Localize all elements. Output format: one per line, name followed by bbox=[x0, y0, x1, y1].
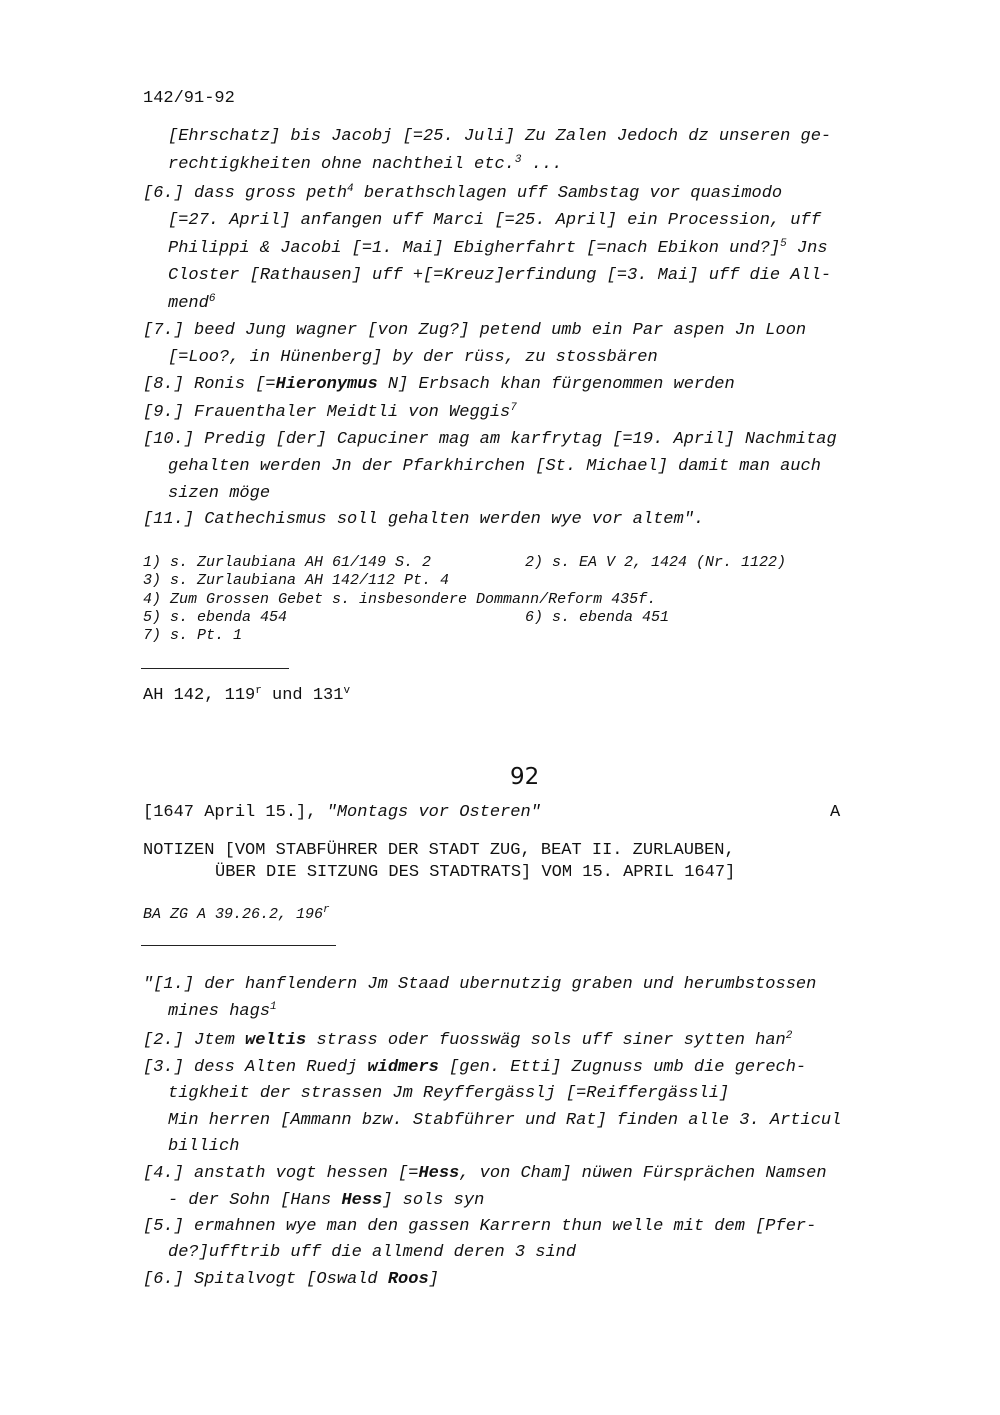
person-name: weltis bbox=[245, 1031, 307, 1050]
footnote: 6) s. ebenda 451 bbox=[525, 609, 670, 626]
text-line: [4.] anstath vogt hessen [=Hess, von Cham] nüwen Fürsprächen Namsen bbox=[143, 1164, 827, 1183]
text-line: gehalten werden Jn der Pfarkhirchen [St. Michael] damit man auch bbox=[168, 457, 821, 476]
footnote-ref: 2 bbox=[785, 1030, 793, 1042]
person-name: Roos bbox=[387, 1270, 429, 1289]
separator-rule bbox=[141, 668, 289, 669]
footnote-ref: 7 bbox=[510, 402, 517, 414]
document-number: 92 bbox=[510, 764, 540, 790]
footnote: 4) Zum Grossen Gebet s. insbesondere Dommann/Reform 435f. bbox=[143, 591, 657, 608]
footnote: 3) s. Zurlaubiana AH 142/112 Pt. 4 bbox=[143, 572, 450, 589]
text-line: [3.] dess Alten Ruedj widmers [gen. Etti] Zugnuss umb die gerech- bbox=[143, 1058, 807, 1077]
document-title: ÜBER DIE SITZUNG DES STADTRATS] VOM 15. APRIL 1647] bbox=[215, 863, 736, 882]
text-line: Philippi & Jacobi [=1. Mai] Ebigherfahrt [=nach Ebikon und?]$^5$ Jns bbox=[168, 238, 828, 258]
footnote: 1) s. Zurlaubiana AH 61/149 S. 2 bbox=[143, 554, 432, 571]
text-line: mines hags$^1$ bbox=[168, 1001, 277, 1021]
footnote: 7) s. Pt. 1 bbox=[143, 627, 243, 644]
archive-source: BA ZG A 39.26.2, 196$^r$ bbox=[143, 904, 330, 923]
text-line: de?]ufftrib uff die allmend deren 3 sind bbox=[168, 1243, 577, 1262]
text-line: [9.] Frauenthaler Meidtli von Weggis$^7$ bbox=[143, 402, 517, 422]
source-reference-91: AH 142, 119$^r$ und 131$^v$ bbox=[143, 685, 351, 705]
text-line: "[1.] der hanflendern Jm Staad ubernutzig graben und herumbstossen bbox=[143, 975, 817, 994]
text-line: Closter [Rathausen] uff +[=Kreuz]erfindung [=3. Mai] uff die All- bbox=[168, 266, 832, 285]
footnote: 2) s. EA V 2, 1424 (Nr. 1122) bbox=[525, 554, 787, 571]
text-line: [11.] Cathechismus soll gehalten werden wye vor altem". bbox=[143, 510, 705, 529]
text-line: tigkheit der strassen Jm Reyffergässlj [=Reiffergässli] bbox=[168, 1084, 730, 1103]
text-line: [7.] beed Jung wagner [von Zug?] petend umb ein Par aspen Jn Loon bbox=[143, 321, 807, 340]
text-line: [=Loo?, in Hünenberg] by der rüss, zu stossbären bbox=[168, 348, 658, 367]
footnote-ref: 6 bbox=[208, 293, 216, 305]
document-date: [1647 April 15.], "Montags vor Osteren" bbox=[143, 803, 541, 822]
text-line: [2.] Jtem weltis strass oder fuosswäg sols uff siner sytten han$^2$ bbox=[143, 1030, 793, 1050]
text-line: [=27. April] anfangen uff Marci [=25. April] ein Procession, uff bbox=[168, 211, 821, 230]
footnote: 5) s. ebenda 454 bbox=[143, 609, 288, 626]
text-line: Min herren [Ammann bzw. Stabführer und Rat] finden alle 3. Articul bbox=[168, 1111, 842, 1130]
text-line: billich bbox=[168, 1137, 240, 1156]
person-name: Hess bbox=[341, 1191, 383, 1210]
footnote-ref: 1 bbox=[270, 1001, 277, 1013]
text-line: [8.] Ronis [=Hieronymus N] Erbsach khan fürgenommen werden bbox=[143, 375, 735, 394]
document-type-letter: A bbox=[830, 803, 841, 822]
separator-rule bbox=[141, 945, 336, 946]
text-line: sizen möge bbox=[168, 484, 271, 503]
text-line: [6.] dass gross peth$^4$ berathschlagen uff Sambstag vor quasimodo bbox=[143, 183, 783, 203]
page-reference: 142/91-92 bbox=[143, 89, 235, 108]
footnote-ref: 5 bbox=[780, 238, 787, 250]
person-name: Hieronymus bbox=[275, 375, 378, 394]
text-line: [5.] ermahnen wye man den gassen Karrern thun welle mit dem [Pfer- bbox=[143, 1217, 817, 1236]
document-title: NOTIZEN [VOM STABFÜHRER DER STADT ZUG, BEAT II. ZURLAUBEN, bbox=[143, 841, 735, 860]
text-line: mend$^6$ bbox=[168, 293, 216, 313]
person-name: Hess bbox=[418, 1164, 460, 1183]
footnote-ref: 3 bbox=[514, 154, 522, 166]
text-line: [Ehrschatz] bis Jacobj [=25. Juli] Zu Zalen Jedoch dz unseren ge- bbox=[168, 127, 832, 146]
person-name: widmers bbox=[367, 1058, 439, 1077]
text-line: rechtigkheiten ohne nachtheil etc.$^3$ ... bbox=[168, 154, 563, 174]
text-line: [6.] Spitalvogt [Oswald Roos] bbox=[143, 1270, 439, 1289]
text-line: - der Sohn [Hans Hess] sols syn bbox=[168, 1191, 485, 1210]
footnote-ref: 4 bbox=[347, 183, 354, 195]
text-line: [10.] Predig [der] Capuciner mag am karfrytag [=19. April] Nachmitag bbox=[143, 430, 837, 449]
